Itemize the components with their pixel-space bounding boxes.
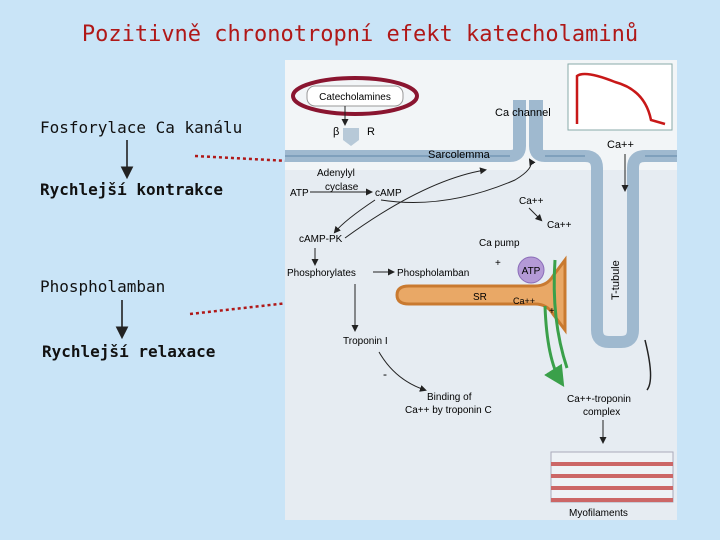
camp-pk-label: cAMP-PK (299, 234, 343, 245)
atp1-label: ATP (290, 188, 309, 199)
cardiac-cell-diagram (285, 60, 677, 520)
complex-label-2: complex (583, 407, 621, 418)
troponin-i-label: Troponin I (343, 336, 388, 347)
sarcolemma-label: Sarcolemma (428, 149, 490, 161)
sr-label: SR (473, 292, 487, 303)
binding-label-1: Binding of (427, 392, 472, 403)
t-tubule-label: T-tubule (610, 260, 622, 300)
adenylyl-label: Adenylyl (317, 168, 355, 179)
plus1-label: + (495, 258, 501, 269)
slide-title: Pozitivně chronotropní efekt katecholaminů (81, 22, 639, 47)
label-ca-channel-phosphorylation: Fosforylace Ca kanálu (40, 118, 243, 137)
ca-mid-label: Ca++ (519, 196, 544, 207)
beta-label: β (333, 126, 340, 138)
ca-top-label: Ca++ (607, 139, 634, 151)
camp-label: cAMP (375, 188, 402, 199)
ca-channel-label: Ca channel (495, 107, 551, 119)
label-phospholamban: Phospholamban (40, 277, 166, 296)
cyclase-label: cyclase (325, 182, 359, 193)
complex-label-1: Ca++-troponin (567, 394, 631, 405)
ca-mid2-label: Ca++ (547, 220, 572, 231)
phosphorylates-label: Phosphorylates (287, 268, 356, 279)
minus1-label: - (383, 367, 387, 381)
ca-pump-label: Ca pump (479, 238, 520, 249)
label-faster-contraction: Rychlejší kontrakce (40, 180, 224, 199)
r-label: R (367, 126, 375, 138)
myofilaments-label: Myofilaments (569, 508, 628, 519)
binding-label-2: Ca++ by troponin C (405, 405, 492, 416)
atp2-label: ATP (521, 266, 541, 277)
label-faster-relaxation: Rychlejší relaxace (42, 342, 216, 361)
ca-sr-label: Ca++ (513, 296, 536, 306)
catecholamines-label: Catecholamines (319, 92, 391, 103)
plus2-label: + (549, 306, 555, 317)
myofilaments (551, 452, 673, 502)
phospholamban-label: Phospholamban (397, 268, 470, 279)
